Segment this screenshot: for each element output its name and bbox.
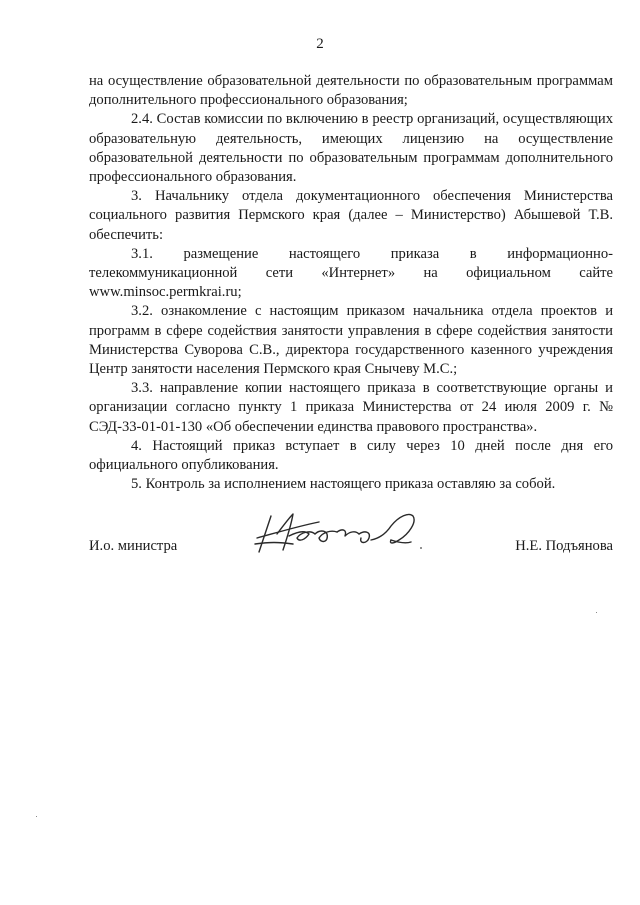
signatory-name: Н.Е. Подъянова — [515, 538, 613, 554]
signatory-title: И.о. министра — [89, 538, 178, 554]
paragraph-4: 4. Настоящий приказ вступает в силу через 10 дней после дня его официального опубликования. — [89, 437, 613, 474]
paragraph-continuation: на осуществление образовательной деятельности по образовательным программам дополнительного профессионального образования; — [89, 73, 613, 109]
paragraph-3-2: 3.2. ознакомление с настоящим приказом начальника отдела проектов и программ в сфере содействия занятости управления в сфере содействия занятости Министерства Суворова С.В., директора государственного казенного учреждения Центр занятости населения Пермского края Снычеву М.С.; — [89, 303, 613, 378]
paragraph-3-3: 3.3. направление копии настоящего приказа в соответствующие органы и организации согласно пункту 1 приказа Министерства от 24 июля 2009 г. № СЭД-33-01-01-130 «Об обеспечении единства правового пространства». — [89, 380, 613, 435]
paragraph-3: 3. Начальнику отдела документационного обеспечения Министерства социального развития Пермского края (далее – Министерство) Абышевой Т.В. обеспечить: — [89, 188, 613, 243]
page-number: 2 — [316, 36, 324, 52]
scan-speck — [596, 612, 597, 613]
document-body — [89, 72, 613, 494]
handwritten-signature — [249, 504, 429, 562]
paragraph-5: 5. Контроль за исполнением настоящего приказа оставляю за собой. — [131, 476, 556, 493]
signature-block — [89, 538, 613, 568]
paragraph-2-4: 2.4. Состав комиссии по включению в реестр организаций, осуществляющих образовательную деятельность, имеющих лицензию на осуществление образовательной деятельности по образовательным программам дополнительного профессионального образования. — [89, 111, 613, 186]
scan-speck — [36, 816, 37, 817]
paragraph-3-1: 3.1. размещение настоящего приказа в информационно-телекоммуникационной сети «Интернет» на официальном сайте www.minsoc.permkrai.ru; — [89, 245, 613, 301]
